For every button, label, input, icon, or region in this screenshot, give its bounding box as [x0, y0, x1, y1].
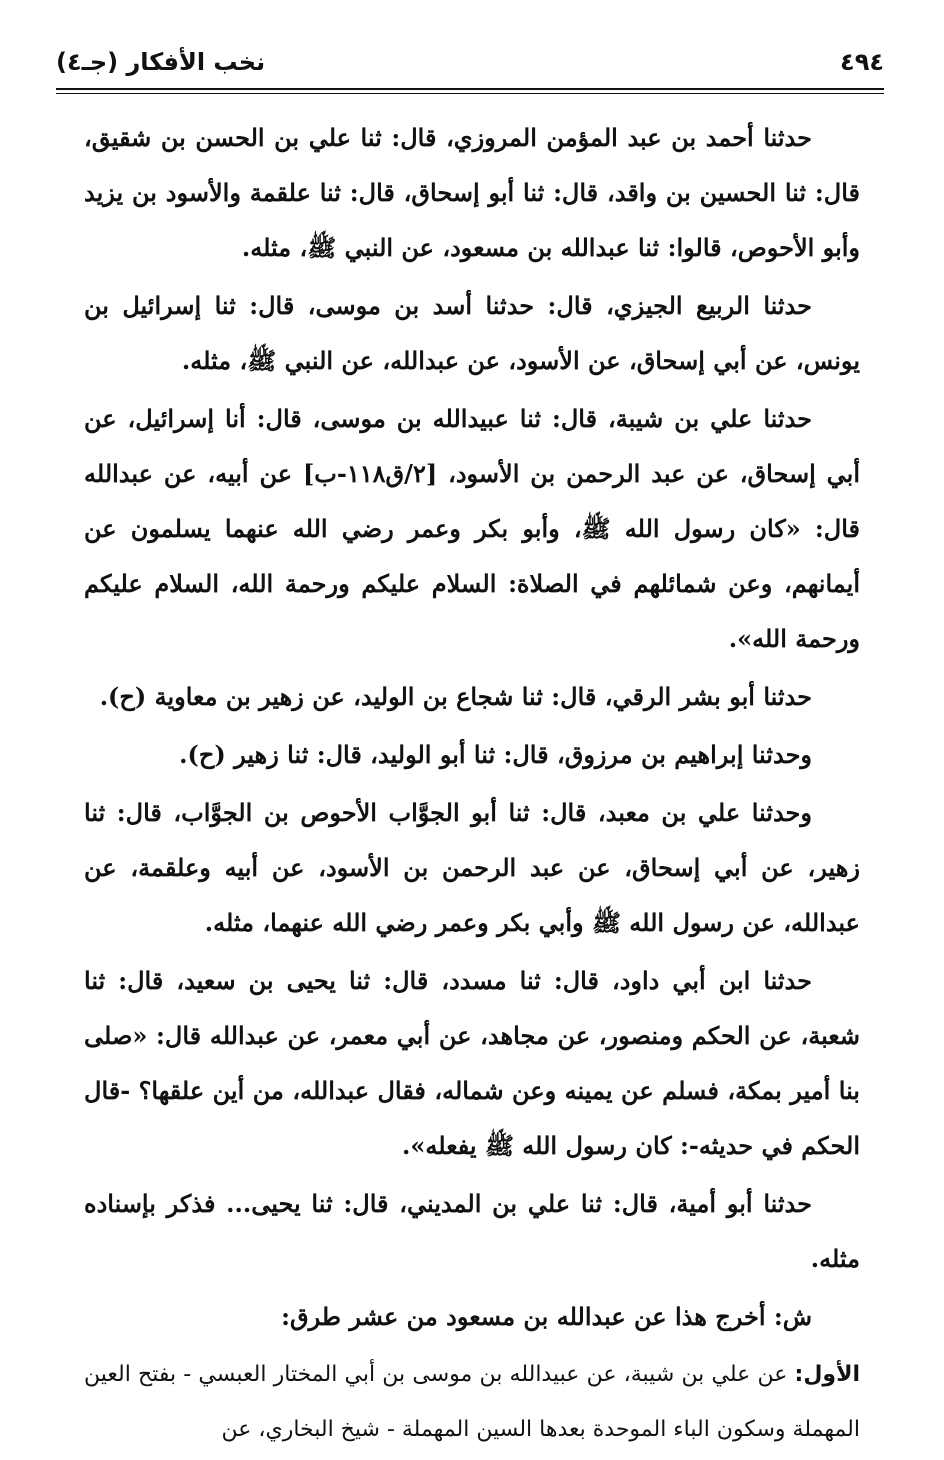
running-title: نخب الأفكار (جـ٤)	[56, 48, 266, 76]
hadith-paragraph: حدثنا أبو بشر الرقي، قال: ثنا شجاع بن الوليد، عن زهير بن معاوية (ح).	[99, 682, 812, 711]
hadith-paragraph: حدثنا أبو أمية، قال: ثنا علي بن المديني، قال: ثنا يحيى... فذكر بإسناده مثله.	[84, 1189, 860, 1273]
commentary-first-label: الأول:	[794, 1362, 861, 1387]
commentary-heading: ش: أخرج هذا عن عبدالله بن مسعود من عشر طرق:	[281, 1302, 812, 1331]
page-header	[56, 40, 884, 84]
header-rule-thick	[56, 88, 884, 90]
hadith-paragraph: حدثنا ابن أبي داود، قال: ثنا مسدد، قال: ثنا يحيى بن سعيد، قال: ثنا شعبة، عن الحكم ومنصور، عن مجاهد، عن أبي معمر، عن عبدالله قال: «صلى بنا أمير بمكة، فسلم عن يمينه وعن شماله، فقال عبدالله، من أين علقها؟ -قال الحكم في حديثه-: كان رسول الله ﷺ يفعله».	[84, 966, 860, 1160]
hadith-paragraph: حدثنا الربيع الجيزي، قال: حدثنا أسد بن موسى، قال: ثنا إسرائيل بن يونس، عن أبي إسحاق، عن الأسود، عن عبدالله، عن النبي ﷺ، مثله.	[84, 291, 860, 375]
page-body	[84, 110, 860, 1460]
hadith-paragraph: وحدثنا علي بن معبد، قال: ثنا أبو الجوَّاب الأحوص بن الجوَّاب، قال: ثنا زهير، عن أبي إسحاق، عن عبد الرحمن بن الأسود، عن أبيه وعلقمة، عن عبدالله، عن رسول الله ﷺ وأبي بكر وعمر رضي الله عنهما، مثله.	[84, 798, 860, 937]
header-rule-thin	[56, 93, 884, 94]
commentary-first-text: عن علي بن شيبة، عن عبيدالله بن موسى بن أبي المختار العبسي - بفتح العين المهملة وسكون الباء الموحدة بعدها السين المهملة - شيخ البخاري، عن	[84, 1362, 860, 1442]
hadith-paragraph: حدثنا علي بن شيبة، قال: ثنا عبيدالله بن موسى، قال: أنا إسرائيل، عن أبي إسحاق، عن عبد الرحمن بن الأسود، [٢/ق١١٨-ب] عن أبيه، عن عبدالله قال: «كان رسول الله ﷺ، وأبو بكر وعمر رضي الله عنهما يسلمون عن أيمانهم، وعن شمائلهم في الصلاة: السلام عليكم ورحمة الله، السلام عليكم ورحمة الله».	[84, 404, 861, 653]
page-number: ٤٩٤	[840, 48, 884, 76]
hadith-paragraph: حدثنا أحمد بن عبد المؤمن المروزي، قال: ثنا علي بن الحسن بن شقيق، قال: ثنا الحسين بن واقد، قال: ثنا أبو إسحاق، قال: ثنا علقمة والأسود بن يزيد وأبو الأحوص، قالوا: ثنا عبدالله بن مسعود، عن النبي ﷺ، مثله.	[84, 123, 860, 262]
commentary-paragraph	[84, 1347, 860, 1457]
hadith-paragraph: وحدثنا إبراهيم بن مرزوق، قال: ثنا أبو الوليد، قال: ثنا زهير (ح).	[179, 740, 812, 769]
